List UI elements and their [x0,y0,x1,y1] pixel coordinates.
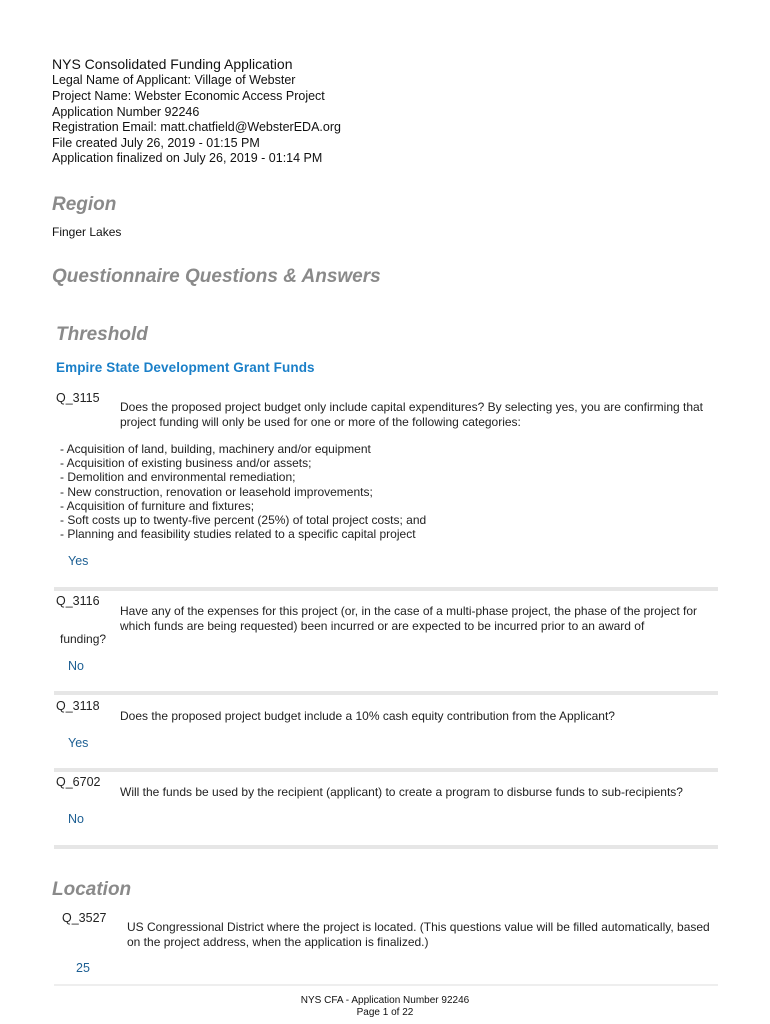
region-heading: Region [52,194,117,215]
question-id: Q_3527 [62,911,107,925]
list-item: - Acquisition of furniture and fixtures; [60,498,255,513]
divider [54,587,718,591]
category-list [60,442,426,541]
project-name: Project Name: Webster Economic Access Project [52,89,325,103]
question-text: Does the proposed project budget include a 10% cash equity contribution from the Applicant? [120,709,615,723]
divider [54,984,718,986]
question-text-continued: funding? [60,632,107,646]
list-item: - Planning and feasibility studies related to a specific capital project [60,527,416,542]
legal-name: Legal Name of Applicant: Village of Webster [52,73,296,87]
question-id: Q_6702 [56,775,101,789]
list-item: - Soft costs up to twenty-five percent (25%) of total project costs; and [60,513,427,528]
file-created: File created July 26, 2019 - 01:15 PM [52,135,260,150]
divider [54,691,718,695]
question-text: Have any of the expenses for this project (or, in the case of a multi-phase project, the phase of the project for which funds are being requested) been incurred or are expected to be incurred prior to an award of [120,604,697,633]
divider [54,845,718,849]
answer-value: 25 [76,961,90,975]
answer-value: Yes [68,736,89,750]
question-text: Does the proposed project budget only include capital expenditures? By selecting yes, you are confirming that project funding will only be used for one or more of the following categories: [120,400,704,429]
question-id: Q_3116 [56,594,100,608]
question-text: US Congressional District where the project is located. (This questions value will be filled automatically, based on the project address, when the application is finalized.) [127,920,710,949]
page-footer [0,995,770,1018]
list-item: - New construction, renovation or leasehold improvements; [60,484,373,499]
footer-application-number: NYS CFA - Application Number 92246 [300,995,470,1006]
answer-value: No [68,659,84,673]
list-item: - Acquisition of land, building, machinery and/or equipment [60,442,371,456]
document-title: NYS Consolidated Funding Application [52,56,293,72]
application-number: Application Number 92246 [52,104,200,119]
question-id: Q_3115 [56,391,100,405]
answer-value: Yes [68,554,89,568]
list-item: - Demolition and environmental remediation; [60,470,296,485]
divider [54,768,718,772]
answer-value: No [68,812,84,826]
question-id: Q_3118 [56,699,100,713]
region-value: Finger Lakes [52,225,122,239]
question-text: Will the funds be used by the recipient (applicant) to create a program to disburse funds to sub-recipients? [120,785,683,799]
page-number: Page 1 of 22 [356,1006,414,1018]
registration-email: Registration Email: matt.chatfield@WebsterEDA.org [52,120,341,134]
application-finalized: Application finalized on July 26, 2019 - 01:14 PM [52,151,323,165]
list-item: - Acquisition of existing business and/or assets; [60,456,312,471]
subsection-title: Empire State Development Grant Funds [56,360,315,375]
threshold-heading: Threshold [56,324,148,345]
questionnaire-heading: Questionnaire Questions & Answers [52,266,381,287]
location-heading: Location [52,879,132,900]
